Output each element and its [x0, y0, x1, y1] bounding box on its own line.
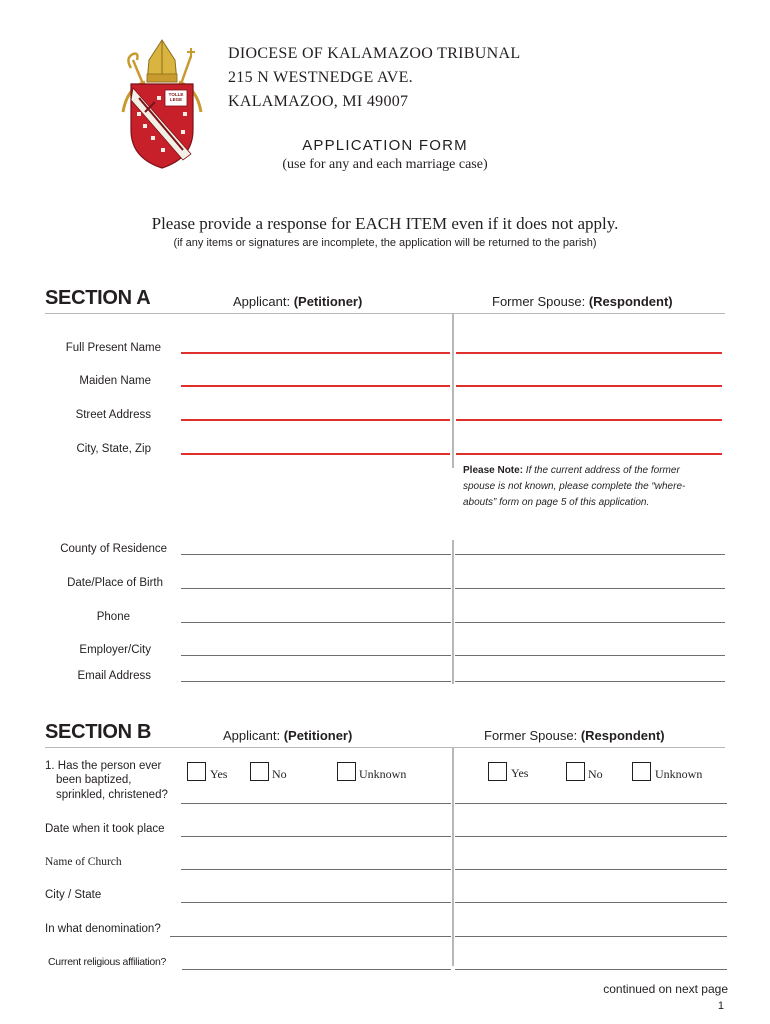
applicant-baptism-date-field[interactable] [181, 836, 451, 837]
spouse-phone-field[interactable] [455, 622, 725, 623]
spouse-baptism-date-field[interactable] [455, 836, 727, 837]
org-name: DIOCESE OF KALAMAZOO TRIBUNAL [228, 45, 521, 62]
spouse-baptized-line[interactable] [455, 803, 727, 804]
label-city-state-zip: City, State, Zip [76, 443, 151, 455]
applicant-street-address-field[interactable] [181, 419, 450, 421]
applicant-role-b: (Petitioner) [283, 728, 353, 743]
applicant-county-field[interactable] [181, 554, 451, 555]
whereabouts-note [463, 463, 733, 511]
applicant-employer-field[interactable] [181, 655, 451, 656]
note-line-1 [463, 463, 733, 479]
note-line-3 [463, 495, 733, 511]
applicant-church-city-field[interactable] [181, 902, 451, 903]
applicant-baptized-line[interactable] [181, 803, 451, 804]
applicant-phone-field[interactable] [181, 622, 451, 623]
spouse-role-b: (Respondent) [580, 728, 665, 743]
section-b-applicant-heading [223, 728, 352, 743]
q1-line-1: 1. Has the person ever [45, 760, 162, 772]
spouse-unknown-label: Unknown [655, 767, 703, 781]
continued-note: continued on next page [603, 982, 728, 996]
applicant-denomination-field[interactable] [170, 936, 451, 937]
section-b-spouse-heading [484, 728, 665, 743]
section-b-rule [45, 747, 725, 748]
section-a-column-divider-bottom [452, 540, 454, 684]
section-a-applicant-heading [233, 294, 362, 309]
label-city-state: City / State [45, 889, 102, 901]
section-b-title: SECTION B [45, 721, 152, 743]
applicant-email-field[interactable] [181, 681, 451, 682]
section-a-rule [45, 313, 725, 314]
spouse-birth-field[interactable] [455, 588, 725, 589]
spouse-role: (Respondent) [588, 294, 673, 309]
applicant-affiliation-field[interactable] [182, 969, 451, 970]
spouse-church-city-field[interactable] [455, 902, 727, 903]
org-address: 215 N WESTNEDGE AVE. [228, 69, 413, 86]
spouse-affiliation-field[interactable] [455, 969, 727, 970]
label-date-place-of-birth: Date/Place of Birth [67, 577, 163, 589]
section-a-spouse-heading [492, 294, 673, 309]
applicant-church-field[interactable] [181, 869, 451, 870]
spouse-yes-label: Yes [511, 766, 529, 780]
label-full-present-name: Full Present Name [65, 342, 161, 354]
spouse-label: Former Spouse: [492, 294, 589, 309]
section-a-title: SECTION A [45, 287, 151, 309]
note-text-3: abouts” form on page 5 of this application. [463, 497, 650, 508]
applicant-role: (Petitioner) [293, 294, 363, 309]
spouse-email-field[interactable] [455, 681, 725, 682]
seal-text: TOLLE LEGE [168, 92, 184, 102]
applicant-birth-field[interactable] [181, 588, 451, 589]
spouse-church-field[interactable] [455, 869, 727, 870]
spouse-full-name-field[interactable] [456, 352, 722, 354]
spouse-county-field[interactable] [455, 554, 725, 555]
form-subtitle: (use for any and each marriage case) [282, 157, 488, 172]
label-denomination: In what denomination? [45, 923, 161, 935]
section-a-column-divider-top [452, 314, 454, 468]
label-name-of-church: Name of Church [45, 856, 122, 868]
note-line-2 [463, 479, 733, 495]
spouse-street-address-field[interactable] [456, 419, 722, 421]
spouse-denomination-field[interactable] [455, 936, 727, 937]
page-number: 1 [717, 1000, 724, 1012]
note-bold: Please Note: [463, 465, 524, 476]
label-phone: Phone [96, 611, 130, 623]
note-text-2: spouse is not known, please complete the “where- [463, 481, 686, 492]
q1-line-2: been baptized, [56, 774, 132, 786]
label-employer-city: Employer/City [79, 644, 151, 656]
applicant-full-name-field[interactable] [181, 352, 450, 354]
label-maiden-name: Maiden Name [79, 375, 151, 387]
spouse-employer-field[interactable] [455, 655, 725, 656]
applicant-no-label: No [272, 767, 287, 781]
spouse-baptized-yes-checkbox[interactable] [488, 762, 507, 781]
org-city: KALAMAZOO, MI 49007 [228, 93, 409, 110]
applicant-city-state-zip-field[interactable] [181, 453, 450, 455]
q1-line-3: sprinkled, christened? [56, 789, 168, 801]
spouse-baptized-no-checkbox[interactable] [566, 762, 585, 781]
applicant-baptized-unknown-checkbox[interactable] [337, 762, 356, 781]
spouse-no-label: No [588, 767, 603, 781]
applicant-label: Applicant: [233, 294, 294, 309]
applicant-maiden-name-field[interactable] [181, 385, 450, 387]
spouse-label-b: Former Spouse: [484, 728, 581, 743]
spouse-maiden-name-field[interactable] [456, 385, 722, 387]
section-b-column-divider [452, 748, 454, 966]
instructions-sub: (if any items or signatures are incomplete, the application will be returned to the parish) [173, 237, 597, 249]
label-date-took-place: Date when it took place [45, 823, 165, 835]
label-county-of-residence: County of Residence [60, 543, 167, 555]
applicant-unknown-label: Unknown [359, 767, 407, 781]
spouse-city-state-zip-field[interactable] [456, 453, 722, 455]
label-current-affiliation: Current religious affiliation? [48, 956, 167, 968]
note-text-1: If the current address of the former [523, 465, 680, 476]
form-title: APPLICATION FORM [302, 137, 468, 154]
applicant-baptized-no-checkbox[interactable] [250, 762, 269, 781]
label-email-address: Email Address [77, 670, 151, 682]
applicant-baptized-yes-checkbox[interactable] [187, 762, 206, 781]
applicant-label-b: Applicant: [223, 728, 284, 743]
label-street-address: Street Address [75, 409, 151, 421]
spouse-baptized-unknown-checkbox[interactable] [632, 762, 651, 781]
applicant-yes-label: Yes [210, 767, 228, 781]
instructions-main: Please provide a response for EACH ITEM even if it does not apply. [151, 214, 619, 233]
